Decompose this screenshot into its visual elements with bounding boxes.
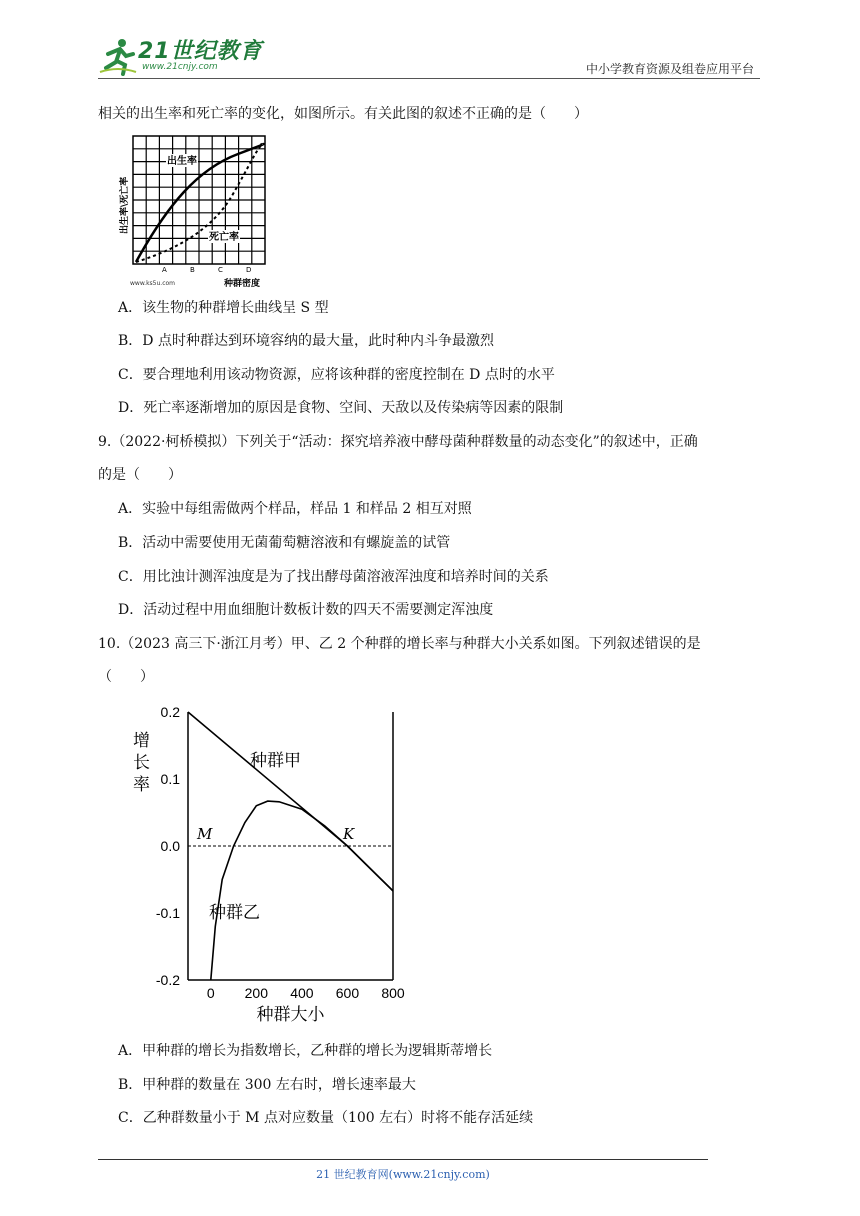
page-header — [98, 34, 760, 80]
q9-option-d: D．活动过程中用血细胞计数板计数的四天不需要测定浑浊度 — [118, 602, 494, 618]
question-10-stem: 10.（2023 高三下·浙江月考）甲、乙 2 个种群的增长率与种群大小关系如图。下列叙述错误的是 — [98, 636, 701, 652]
growth-rate-chart — [125, 700, 425, 1030]
point-m-label: M — [197, 825, 213, 843]
question-8-stem-end: 相关的出生率和死亡率的变化，如图所示。有关此图的叙述不正确的是（ ） — [98, 106, 588, 122]
runner-icon — [98, 36, 138, 76]
y-axis-label-char: 率 — [133, 775, 150, 795]
platform-label: 中小学教育资源及组卷应用平台 — [585, 62, 754, 76]
x-tick-label: 0 — [206, 985, 215, 1001]
death-rate-label: 死亡率 — [209, 232, 239, 243]
series-yi-curve — [211, 801, 393, 980]
q8-option-d: D．死亡率逐渐增加的原因是食物、空间、天敌以及传染病等因素的限制 — [118, 400, 564, 416]
series-jia-line — [188, 712, 393, 891]
question-10-stem-cont: （ ） — [98, 669, 154, 685]
y-tick-label: 0.0 — [160, 838, 180, 854]
x-tick-label: 400 — [290, 985, 314, 1001]
fig1-tick-a: A — [162, 266, 167, 274]
x-axis-label: 种群大小 — [256, 1005, 325, 1025]
q9-option-b: B．活动中需要使用无菌葡萄糖溶液和有螺旋盖的试管 — [118, 535, 451, 551]
logo-url: www.21cnjy.com — [142, 62, 218, 72]
fig1-xlabel: 种群密度 — [224, 279, 261, 289]
q9-option-c: C．用比浊计测浑浊度是为了找出酵母菌溶液浑浊度和培养时间的关系 — [118, 569, 549, 585]
q10-option-b: B．甲种群的数量在 300 左右时，增长速率最大 — [118, 1077, 416, 1093]
x-tick-label: 200 — [244, 985, 269, 1001]
fig1-ylabel: 出生率\死亡率 — [120, 176, 130, 234]
q8-option-a: A．该生物的种群增长曲线呈 S 型 — [118, 300, 329, 316]
site-logo[interactable] — [98, 34, 268, 78]
fig1-watermark: www.ks5u.com — [130, 280, 176, 287]
x-tick-label: 800 — [381, 985, 405, 1001]
footer-divider — [98, 1159, 708, 1160]
series-yi-label: 种群乙 — [209, 903, 260, 923]
y-axis-label-char: 长 — [133, 753, 150, 773]
y-tick-label: 0.2 — [160, 704, 180, 720]
y-tick-label: 0.1 — [160, 771, 180, 787]
fig1-tick-c: C — [218, 266, 223, 274]
figure-birth-death-rate — [118, 134, 268, 289]
question-9-stem: 9.（2022·柯桥模拟）下列关于“活动：探究培养液中酵母菌种群数量的动态变化”的叙述中，正确 — [98, 434, 698, 450]
q8-option-c: C．要合理地利用该动物资源，应将该种群的密度控制在 D 点时的水平 — [118, 367, 555, 383]
fig1-tick-d: D — [246, 266, 252, 274]
series-jia-label: 种群甲 — [250, 751, 301, 771]
footer-text: 21 世纪教育网(www.21cnjy.com) — [316, 1168, 490, 1181]
birth-rate-label: 出生率 — [167, 156, 197, 167]
fig1-tick-b: B — [190, 266, 195, 274]
header-divider — [98, 78, 760, 79]
q10-option-c: C．乙种群数量小于 M 点对应数量（100 左右）时将不能存活延续 — [118, 1110, 534, 1126]
q10-option-a: A．甲种群的增长为指数增长，乙种群的增长为逻辑斯蒂增长 — [118, 1043, 493, 1059]
question-9-stem-cont: 的是（ ） — [98, 467, 182, 483]
y-axis-label-char: 增 — [133, 731, 150, 751]
y-tick-label: -0.2 — [155, 972, 180, 988]
point-k-label: K — [343, 825, 355, 843]
q8-option-b: B．D 点时种群达到环境容纳的最大量，此时种内斗争最激烈 — [118, 333, 494, 349]
logo-title: 21世纪教育 — [138, 39, 263, 64]
q9-option-a: A．实验中每组需做两个样品，样品 1 和样品 2 相互对照 — [118, 501, 472, 517]
y-tick-label: -0.1 — [155, 905, 180, 921]
x-tick-label: 600 — [335, 985, 360, 1001]
